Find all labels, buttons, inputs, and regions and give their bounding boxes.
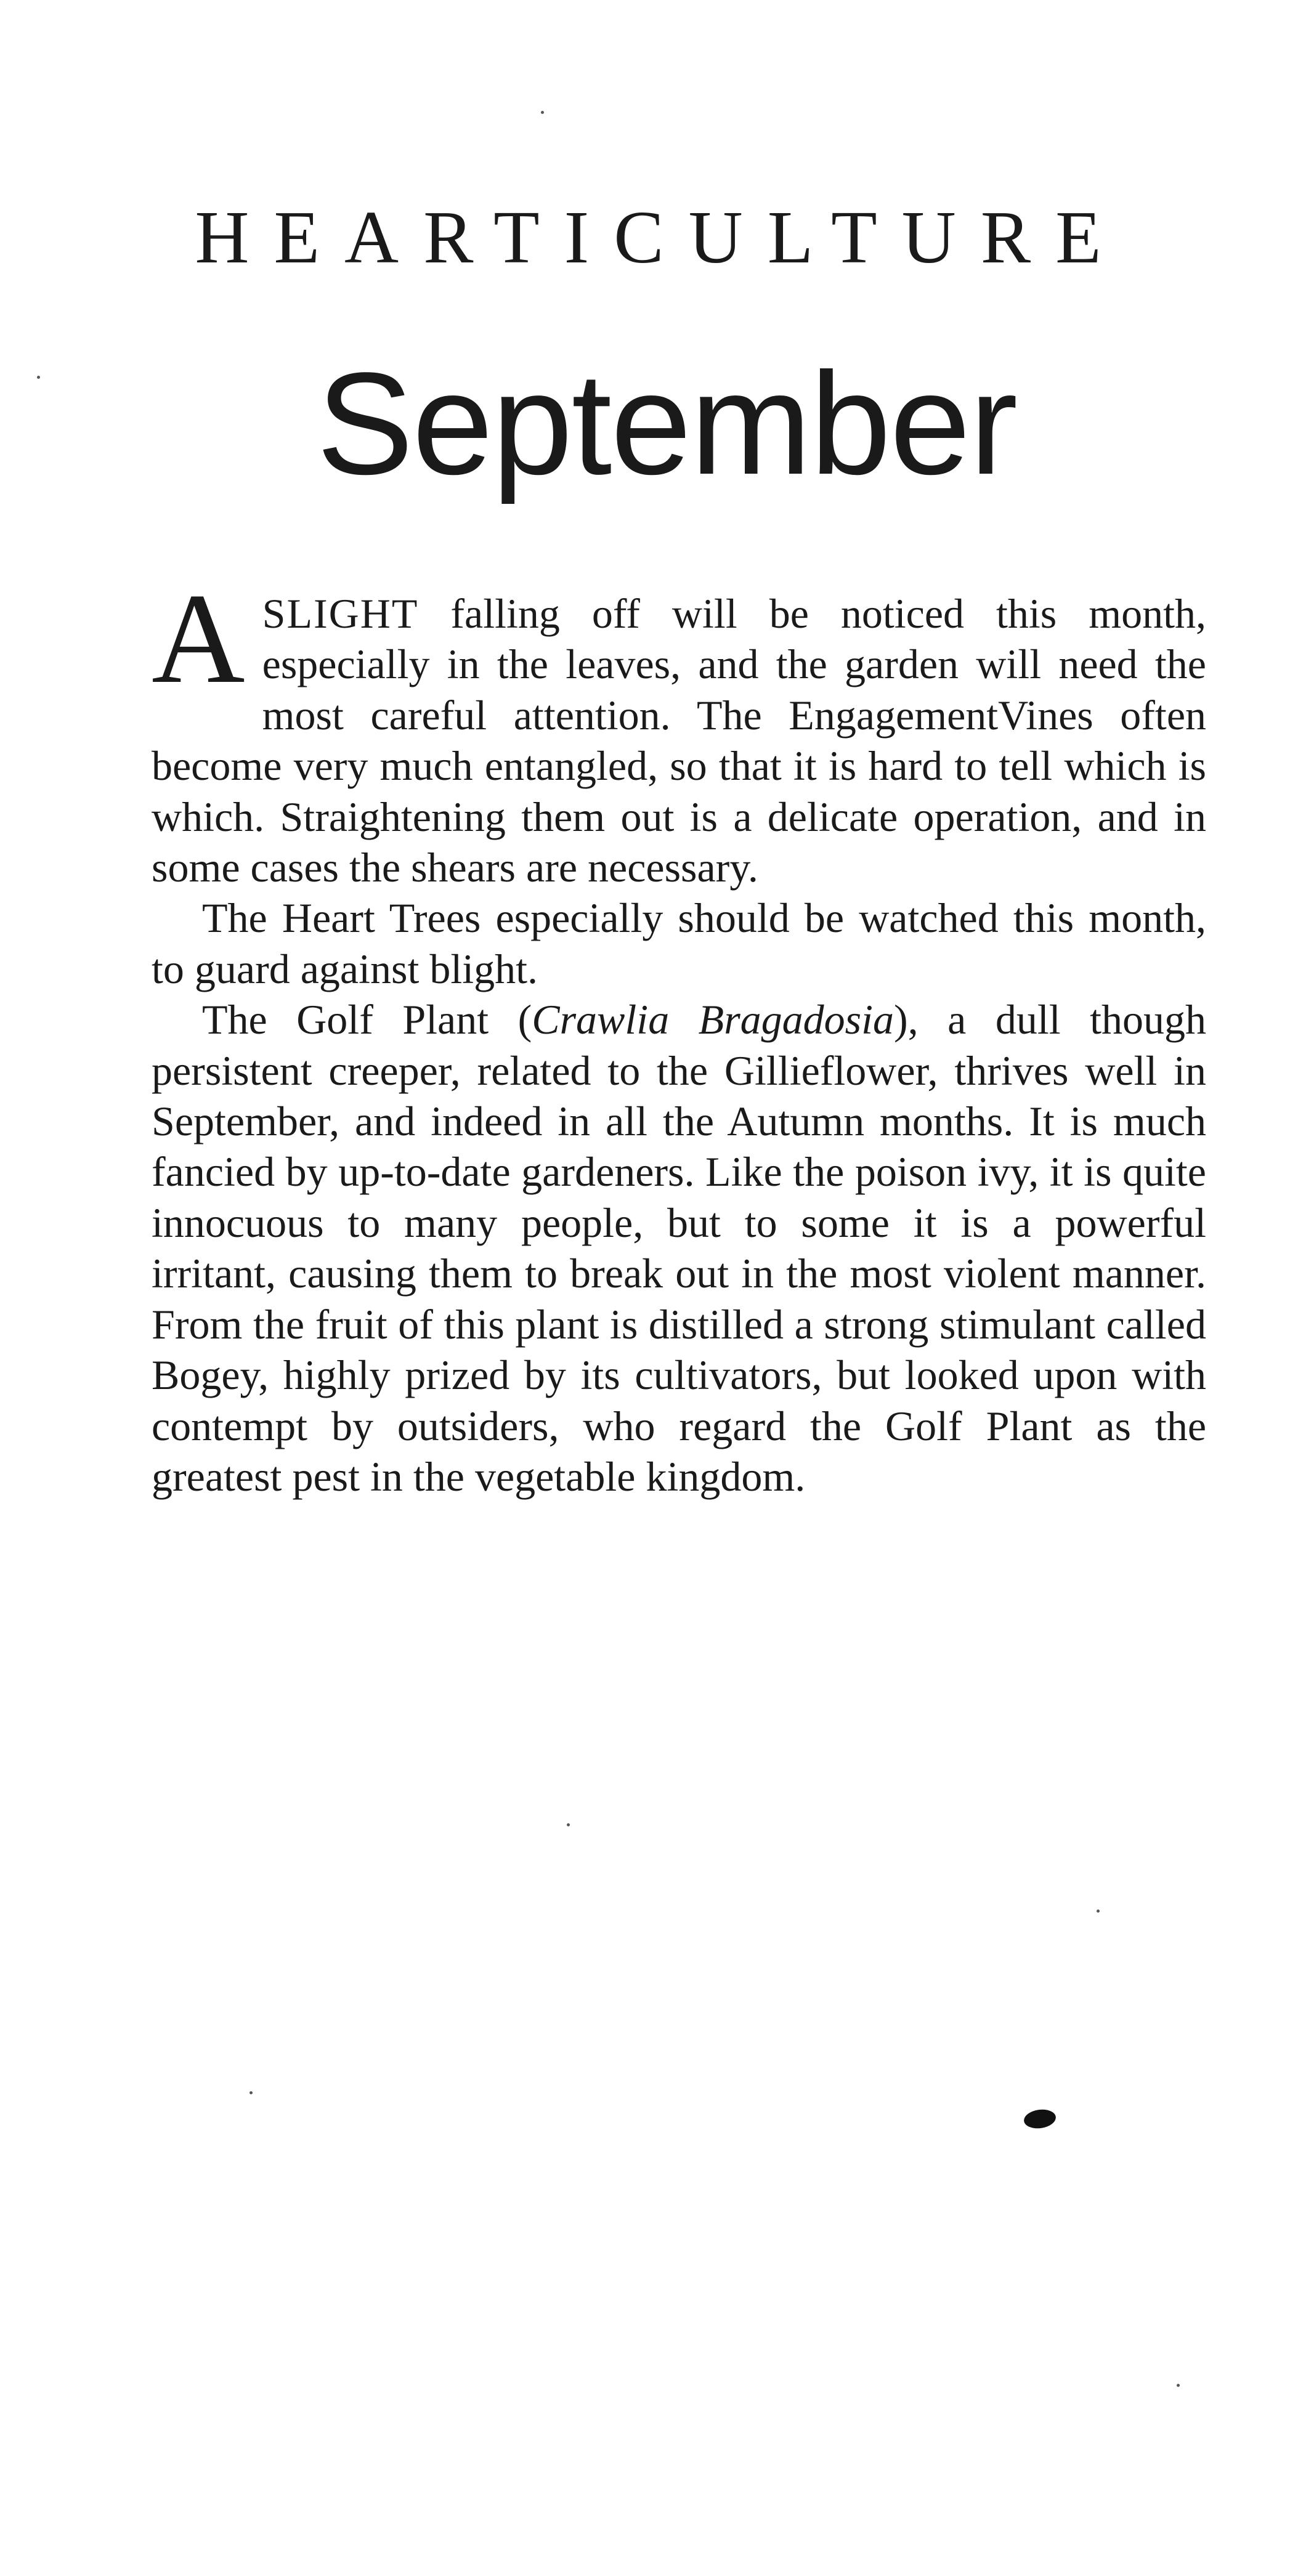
paragraph-3 (152, 994, 1206, 1502)
paper-speck (1177, 2384, 1180, 2387)
paragraph-1-text: falling off will be noticed this month, especially in the leaves, and the garden will need the most careful attention. The EngagementVines often become very much entangled, so that it is hard to tell which is which. Straightening them out is a delicate operation, and in some cases the shears are necessary. (152, 590, 1206, 891)
running-head: HEARTICULTURE (195, 196, 1126, 279)
botanical-name: Crawlia Bragadosia (532, 996, 894, 1043)
paper-speck (249, 2091, 253, 2094)
drop-cap: A (152, 567, 245, 710)
ink-blot (1023, 2108, 1057, 2131)
paper-speck (1097, 1910, 1100, 1913)
paragraph-1 (152, 567, 1206, 893)
paragraph-2: The Heart Trees especially should be watched this month, to guard against blight. (152, 894, 1206, 992)
paragraph-3-text-end: ), a dull though persistent creeper, related to the Gillieflower, thrives well in September, and indeed in all the Autumn months. It is much fancied by up-to-date gardeners. Like the poison ivy, it is quite innocuous to many people, but to some it is a powerful irritant, causing them to break out in the most violent manner. From the fruit of this plant is distilled a strong stimulant called Bogey, highly prized by its cultivators, but looked upon with contempt by outsiders, who regard the Golf Plant as the greatest pest in the vegetable kingdom. (152, 996, 1206, 1500)
body-text (152, 567, 1206, 1502)
lead-word: SLIGHT (262, 590, 419, 637)
paper-speck (37, 376, 40, 379)
paper-speck (567, 1823, 570, 1826)
paragraph-3-text-start: The Golf Plant ( (202, 996, 532, 1043)
chapter-title: September (316, 342, 1017, 505)
paper-speck (541, 111, 544, 114)
